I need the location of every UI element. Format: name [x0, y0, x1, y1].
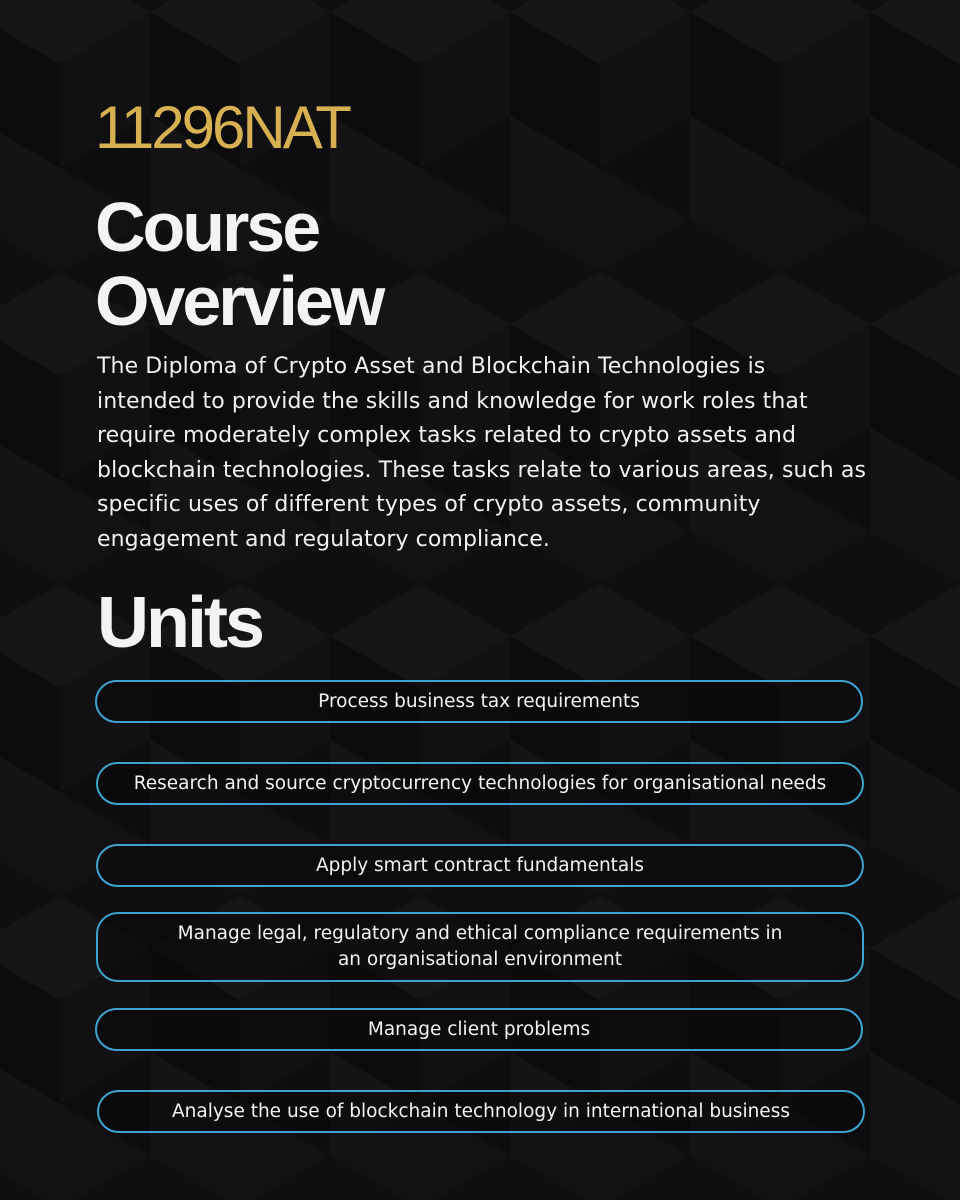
- unit-pill: Research and source cryptocurrency technologies for organisational needs: [96, 762, 864, 805]
- unit-pill: Process business tax requirements: [95, 680, 863, 723]
- unit-pill: Analyse the use of blockchain technology in international business: [97, 1090, 865, 1133]
- page-title: Course Overview: [95, 188, 383, 340]
- units-heading: Units: [97, 583, 262, 663]
- unit-pill: Manage client problems: [95, 1008, 863, 1051]
- unit-pill: Apply smart contract fundamentals: [96, 844, 864, 887]
- course-code: 11296NAT: [95, 94, 349, 161]
- course-description: The Diploma of Crypto Asset and Blockchain Technologies is intended to provide the skills and knowledge for work roles that require moderately complex tasks related to crypto assets and blockchain technologies. These tasks relate to various areas, such as specific uses of different types of crypto assets, community engagement and regulatory compliance.: [97, 354, 867, 552]
- unit-pill: Manage legal, regulatory and ethical compliance requirements in an organisational environment: [96, 912, 864, 982]
